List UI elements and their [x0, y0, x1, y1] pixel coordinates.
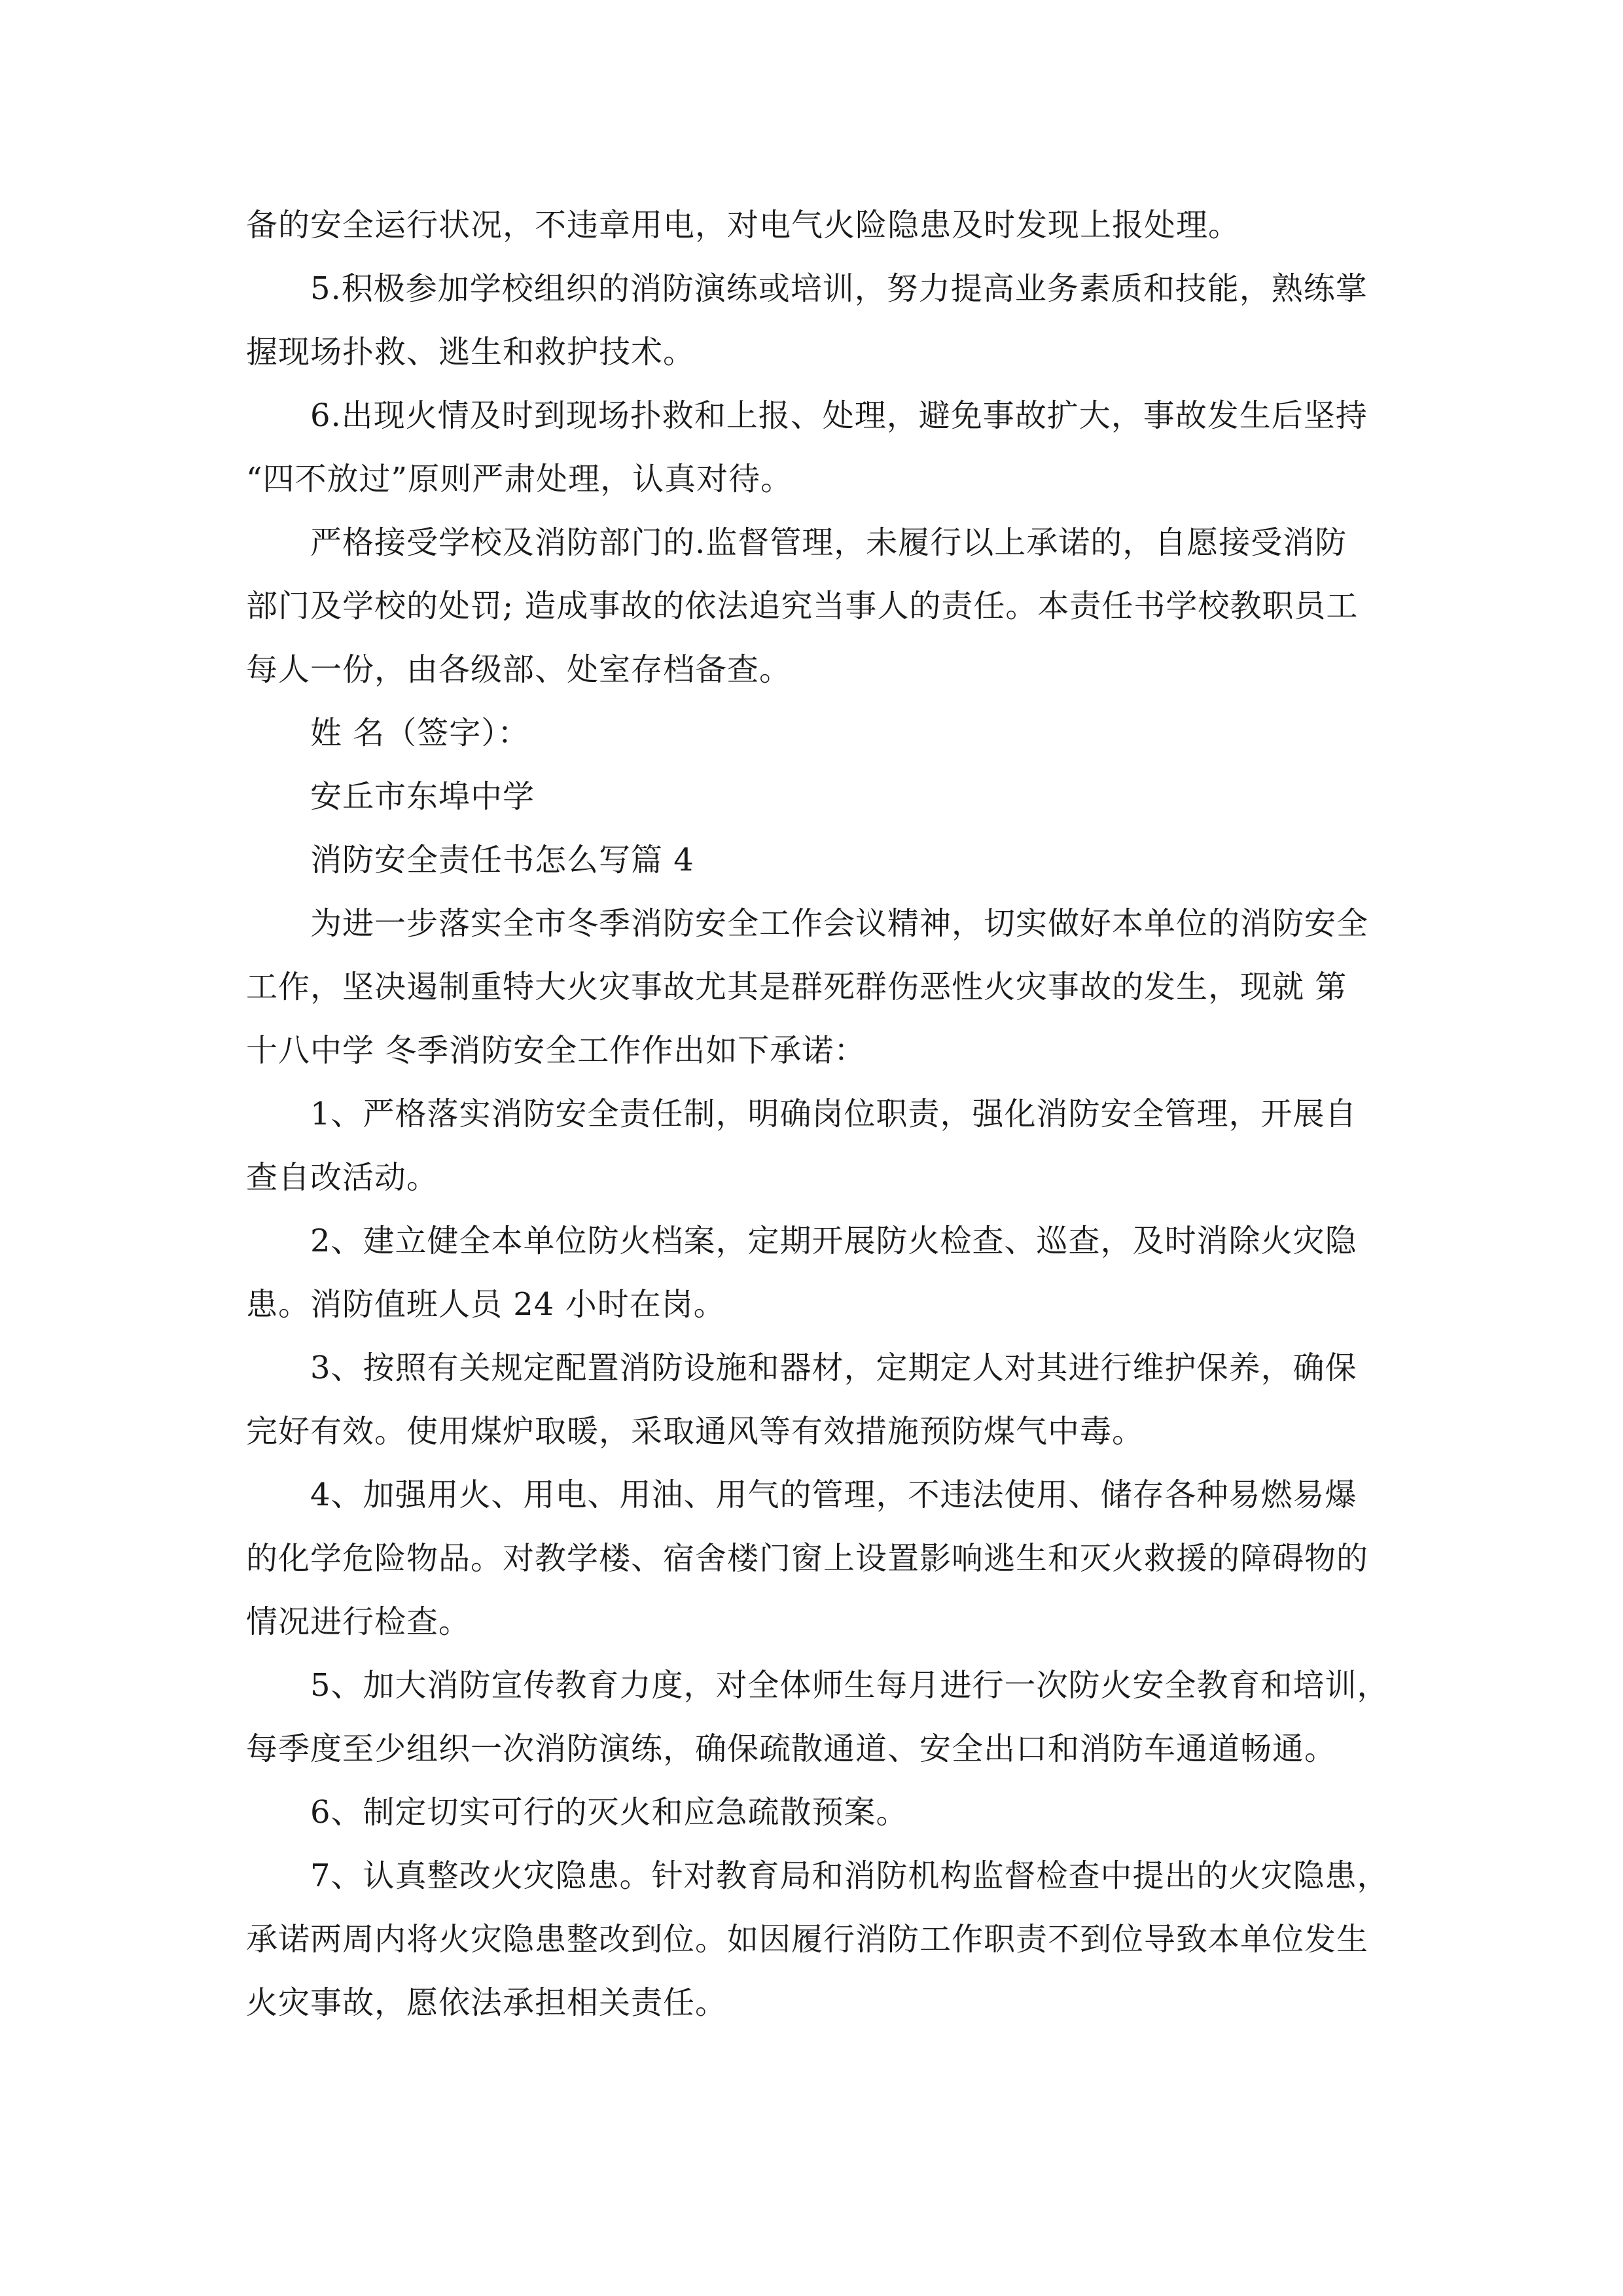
text-line: 7、认真整改火灾隐患。针对教育局和消防机构监督检查中提出的火灾隐患， [310, 1857, 1389, 1894]
text-line: 5.积极参加学校组织的消防演练或培训，努力提高业务素质和技能，熟练掌 [310, 270, 1368, 307]
text-line: 5、加大消防宣传教育力度，对全体师生每月进行一次防火安全教育和培训， [310, 1667, 1389, 1704]
text-line: 1、严格落实消防安全责任制，明确岗位职责，强化消防安全管理，开展自 [310, 1096, 1357, 1132]
text-line: 查自改活动。 [246, 1159, 439, 1196]
text-line: 姓 名（签字）： [310, 715, 530, 751]
text-line: 6、制定切实可行的灭火和应急疏散预案。 [310, 1794, 908, 1831]
text-line: 的化学危险物品。对教学楼、宿舍楼门窗上设置影响逃生和灭火救援的障碍物的 [246, 1540, 1369, 1577]
text-line: “四不放过”原则严肃处理，认真对待。 [246, 461, 793, 497]
text-line: 为进一步落实全市冬季消防安全工作会议精神，切实做好本单位的消防安全 [310, 905, 1369, 942]
text-line: 3、按照有关规定配置消防设施和器材，定期定人对其进行维护保养，确保 [310, 1350, 1357, 1386]
text-line: 每人一份，由各级部、处室存档备查。 [246, 651, 792, 688]
text-line: 完好有效。使用煤炉取暖，采取通风等有效措施预防煤气中毒。 [246, 1413, 1145, 1450]
text-line: 十八中学 冬季消防安全工作作出如下承诺： [246, 1032, 866, 1069]
text-line: 部门及学校的处罚; 造成事故的依法追究当事人的责任。本责任书学校教职员工 [246, 588, 1359, 624]
text-line: 安丘市东埠中学 [310, 778, 535, 815]
text-line: 备的安全运行状况，不违章用电，对电气火险隐患及时发现上报处理。 [246, 207, 1241, 243]
text-line: 工作，坚决遏制重特大火灾事故尤其是群死群伤恶性火灾事故的发生，现就 第 [246, 969, 1347, 1005]
text-line: 每季度至少组织一次消防演练，确保疏散通道、安全出口和消防车通道畅通。 [246, 1731, 1337, 1767]
text-line: 2、建立健全本单位防火档案，定期开展防火检查、巡查，及时消除火灾隐 [310, 1223, 1357, 1259]
text-line: 火灾事故，愿依法承担相关责任。 [246, 1984, 728, 2021]
text-line: 6.出现火情及时到现场扑救和上报、处理，避免事故扩大，事故发生后坚持 [310, 397, 1368, 434]
text-line: 4、加强用火、用电、用油、用气的管理，不违法使用、储存各种易燃易爆 [310, 1477, 1357, 1513]
text-line: 消防安全责任书怎么写篇 4 [310, 842, 694, 878]
text-line: 情况进行检查。 [246, 1604, 471, 1640]
text-line: 严格接受学校及消防部门的.监督管理，未履行以上承诺的，自愿接受消防 [310, 524, 1347, 561]
text-line: 承诺两周内将火灾隐患整改到位。如因履行消防工作职责不到位导致本单位发生 [246, 1921, 1369, 1958]
text-line: 握现场扑救、逃生和救护技术。 [246, 334, 696, 370]
document-body [246, 194, 1389, 2035]
text-line: 患。消防值班人员 24 小时在岗。 [246, 1286, 726, 1323]
